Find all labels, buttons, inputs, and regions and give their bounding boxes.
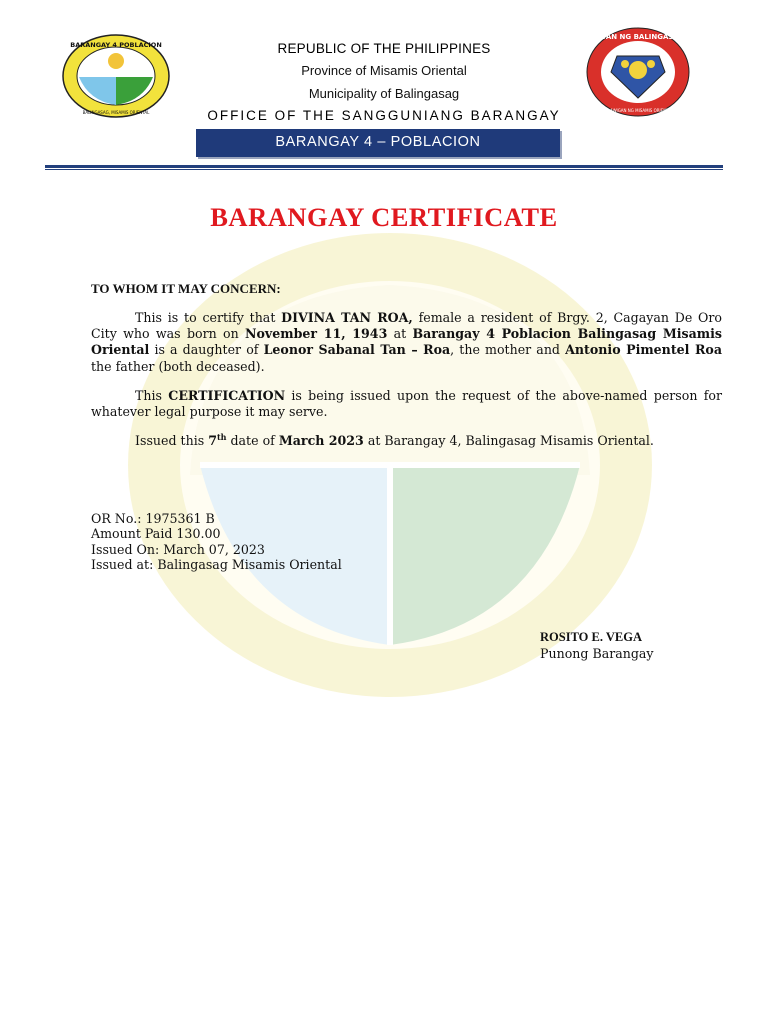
- right-seal-label: BAYAN NG BALINGASAG: [591, 33, 685, 41]
- left-seal-sub: BALINGASAG, MISAMIS ORIENTAL: [82, 110, 150, 115]
- certification-word: CERTIFICATION: [168, 388, 286, 403]
- birth-date: November 11, 1943: [245, 326, 388, 342]
- purpose-paragraph: This CERTIFICATION is being issued upon the request of the above-named person for whatever legal purpose it may serve.: [91, 388, 722, 420]
- mother-name: Leonor Sabanal Tan – Roa: [263, 342, 451, 358]
- province-heading: Province of Misamis Oriental: [301, 63, 467, 78]
- issued-on: Issued On: March 07, 2023: [91, 541, 265, 557]
- issued-at: Issued at: Balingasag Misamis Oriental: [91, 557, 342, 573]
- right-seal-sub: LALAWIGAN NG MISAMIS ORIENTAL: [602, 108, 674, 113]
- municipality-heading: Municipality of Balingasag: [308, 86, 460, 101]
- amount-paid: Amount Paid 130.00: [91, 526, 221, 542]
- barangay-banner: BARANGAY 4 – POBLACION: [196, 129, 560, 157]
- issue-day: 7: [208, 433, 217, 448]
- or-number: OR No.: 1975361 B: [91, 511, 215, 526]
- header-divider: [45, 165, 723, 168]
- issued-paragraph: Issued this 7th date of March 2023 at Barangay 4, Balingasag Misamis Oriental.: [135, 431, 654, 448]
- signatory-block: [540, 630, 654, 662]
- signatory-position: Punong Barangay: [540, 645, 654, 661]
- receipt-details: [91, 511, 342, 573]
- father-name: Antonio Pimentel Roa: [565, 342, 722, 358]
- signatory-name: ROSITO E. VEGA: [540, 630, 643, 644]
- document-title: BARANGAY CERTIFICATE: [210, 202, 558, 232]
- header-divider-thin: [45, 169, 723, 170]
- office-heading: OFFICE OF THE SANGGUNIANG BARANGAY: [207, 108, 561, 123]
- salutation: TO WHOM IT MAY CONCERN:: [91, 281, 281, 296]
- certification-paragraph: This is to certify that DIVINA TAN ROA, female a resident of Brgy. 2, Cagayan De Oro City who was born on November 11, 1943 at Barangay 4 Poblacion Balingasag Misamis Oriental is a daughter of Leonor Sabanal Tan – Roa, the mother and Antonio Pimentel Roa the father (both deceased).: [91, 310, 722, 374]
- republic-heading: REPUBLIC OF THE PHILIPPINES: [277, 41, 491, 56]
- subject-name: DIVINA TAN ROA,: [281, 310, 413, 325]
- birth-place: Barangay 4 Poblacion Balingasag Misamis Oriental: [91, 326, 722, 358]
- left-seal-label: BARANGAY 4 POBLACION: [70, 41, 162, 49]
- issue-month-year: March 2023: [278, 433, 364, 448]
